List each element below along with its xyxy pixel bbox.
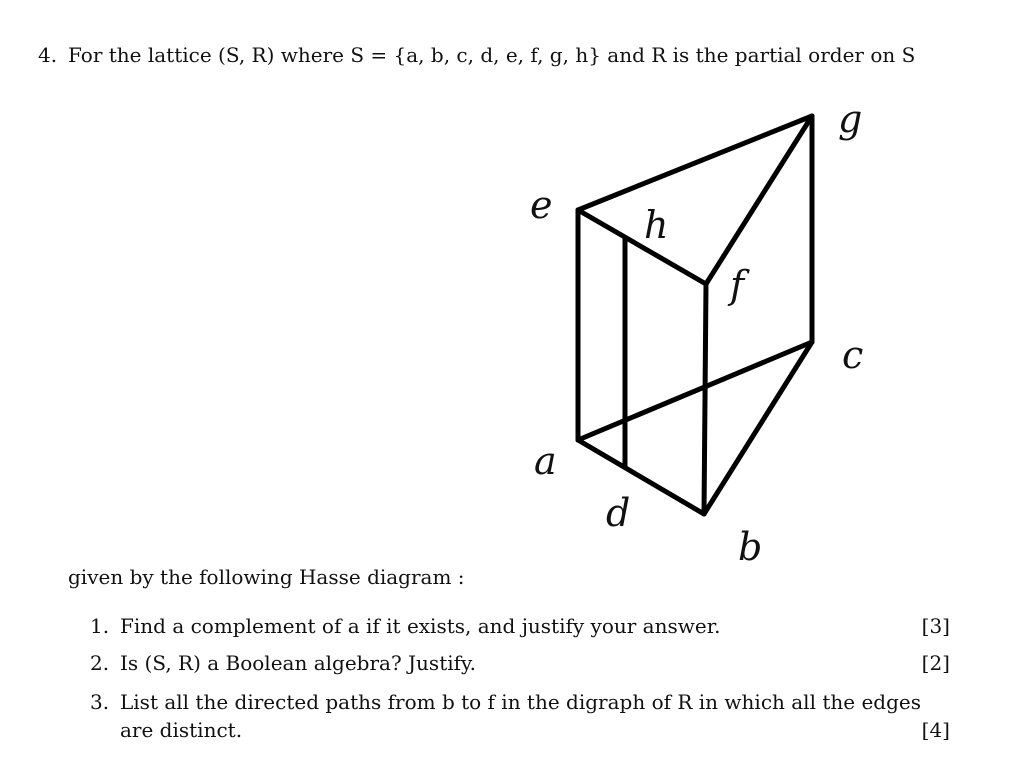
problem-intro: For the lattice (S, R) where S = {a, b, c, d, e, f, g, h} and R is the partial order on S [68, 43, 916, 67]
question-3-text-line1: List all the directed paths from b to f in the digraph of R in which all the edges [120, 690, 921, 714]
node-label-e: e [530, 183, 553, 227]
diagram-caption: given by the following Hasse diagram : [68, 565, 465, 589]
edge-e-g [578, 116, 812, 210]
node-label-d: d [606, 491, 631, 535]
question-3-number: 3. [90, 690, 110, 714]
question-1-marks: [3] [921, 614, 950, 638]
question-1-number: 1. [90, 614, 110, 638]
node-label-a: a [534, 439, 557, 483]
question-2-marks: [2] [921, 651, 950, 675]
question-1-text: Find a complement of a if it exists, and justify your answer. [120, 614, 721, 638]
node-label-f: f [730, 263, 745, 307]
node-label-c: c [842, 333, 864, 377]
question-3-marks: [4] [921, 718, 950, 742]
edge-a-b [578, 440, 704, 514]
problem-number: 4. [38, 43, 58, 67]
question-2-text: Is (S, R) a Boolean algebra? Justify. [120, 651, 477, 675]
edge-b-c [704, 342, 812, 514]
edge-e-f [578, 210, 706, 284]
edge-f-b [704, 284, 706, 514]
question-2-number: 2. [90, 651, 110, 675]
edge-a-c [578, 342, 812, 440]
node-label-g: g [838, 97, 863, 141]
edge-g-f [706, 116, 812, 284]
question-3-text-line2: are distinct. [120, 718, 243, 742]
node-label-b: b [738, 525, 763, 569]
node-label-h: h [644, 203, 669, 247]
